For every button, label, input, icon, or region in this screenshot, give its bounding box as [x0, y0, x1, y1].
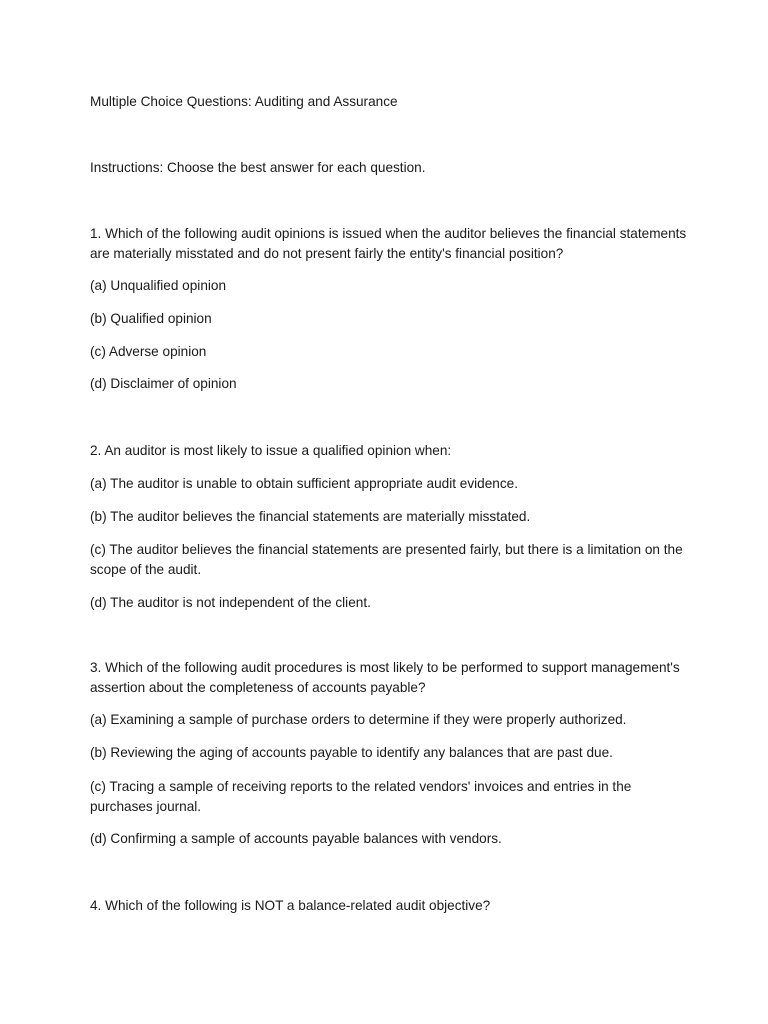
question-2-stem: 2. An auditor is most likely to issue a qualified opinion when:: [90, 443, 452, 458]
question-2-option-c: (c) The auditor believes the financial statements are presented fairly, but there is a limitation on the scope of the audit.: [90, 542, 683, 577]
question-3-stem: 3. Which of the following audit procedures is most likely to be performed to support management's assertion about the completeness of accounts payable?: [90, 660, 680, 695]
document-title: Multiple Choice Questions: Auditing and Assurance: [90, 94, 398, 109]
question-4-stem: 4. Which of the following is NOT a balance-related audit objective?: [90, 898, 491, 913]
question-3-option-d: (d) Confirming a sample of accounts payable balances with vendors.: [90, 831, 502, 846]
question-3-option-c: (c) Tracing a sample of receiving reports to the related vendors' invoices and entries in the purchases journal.: [90, 779, 632, 814]
question-2-option-a: (a) The auditor is unable to obtain sufficient appropriate audit evidence.: [90, 476, 518, 491]
question-1-stem: 1. Which of the following audit opinions is issued when the auditor believes the financial statements are materially misstated and do not present fairly the entity's financial position?: [90, 226, 687, 261]
question-1-option-c: (c) Adverse opinion: [90, 344, 207, 359]
question-2-option-b: (b) The auditor believes the financial statements are materially misstated.: [90, 509, 531, 524]
question-1-option-a: (a) Unqualified opinion: [90, 278, 227, 293]
instructions-text: Instructions: Choose the best answer for each question.: [90, 160, 426, 175]
question-1-option-b: (b) Qualified opinion: [90, 311, 212, 326]
question-3-option-b: (b) Reviewing the aging of accounts payable to identify any balances that are past due.: [90, 745, 613, 760]
question-3-option-a: (a) Examining a sample of purchase orders to determine if they were properly authorized.: [90, 712, 627, 727]
question-1-option-d: (d) Disclaimer of opinion: [90, 376, 237, 391]
question-2-option-d: (d) The auditor is not independent of the client.: [90, 595, 371, 610]
